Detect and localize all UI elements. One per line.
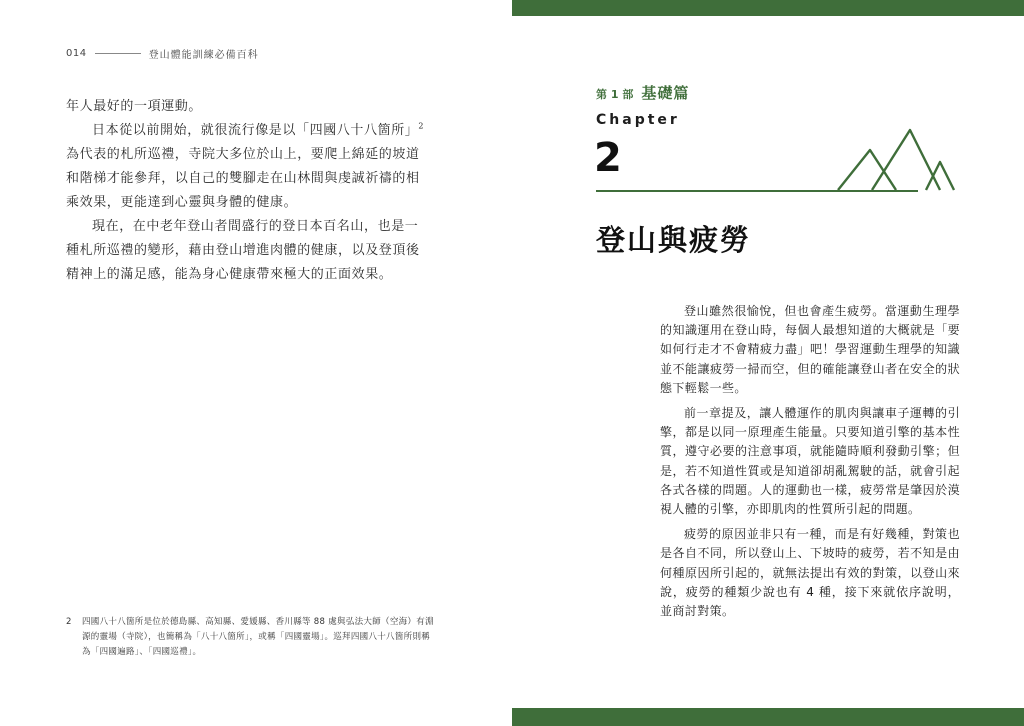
chapter-rule: [596, 190, 918, 192]
left-body-text: [66, 95, 426, 287]
part-title: 基礎篇: [641, 84, 690, 102]
paragraph: 年人最好的一項運動。: [66, 99, 203, 114]
left-page: [0, 0, 510, 726]
right-page: [512, 0, 1024, 726]
footnote: [66, 615, 436, 660]
chapter-number: 2: [594, 135, 622, 181]
part-number: 第 1 部: [596, 88, 634, 101]
page-number: 014: [66, 48, 87, 59]
paragraph-text: 日本從以前開始，就很流行像是以「四國八十八箇所」: [92, 123, 419, 138]
part-heading: [596, 82, 689, 103]
running-head: [66, 46, 259, 61]
paragraph: [66, 119, 426, 215]
book-title: 登山體能訓練必備百科: [148, 50, 259, 61]
bottom-color-bar: [512, 708, 1024, 726]
running-head-rule: [95, 53, 141, 54]
top-color-bar: [512, 0, 1024, 16]
paragraph-text: 為代表的札所巡禮，寺院大多位於山上，要爬上綿延的坡道和階梯才能參拜，以自己的雙腳走在山林間與虔誠祈禱的相乘效果，更能達到心靈與身體的健康。: [66, 147, 420, 210]
mountains-icon: [836, 128, 956, 192]
footnote-number: 2: [66, 617, 72, 627]
footnote-text: 四國八十八箇所是位於德島縣、高知縣、愛媛縣、香川縣等 88 處與弘法大師（空海）有淵源的靈場（寺院），也簡稱為「八十八箇所」，或稱「四國靈場」。巡拜四國八十八箇所則稱為「四國遍路」、「四國巡禮」。: [82, 617, 434, 657]
right-body-text: [660, 302, 960, 627]
paragraph: 前一章提及，讓人體運作的肌肉與讓車子運轉的引擎，都是以同一原理產生能量。只要知道引擎的基本性質，遵守必要的注意事項，就能隨時順利發動引擎；但是，若不知道性質或是知道卻胡亂駕駛的話，就會引起各式各樣的問題。人的運動也一樣，疲勞常是肇因於漠視人體的引擎，亦即肌肉的性質所引起的問題。: [660, 406, 960, 517]
paragraph: 疲勞的原因並非只有一種，而是有好幾種，對策也是各自不同，所以登山上、下坡時的疲勞，若不知是由何種原因所引起的，就無法提出有效的對策，以登山來說，疲勞的種類少說也有 4 種，接下來就依序說明，並商討對策。: [660, 527, 960, 619]
chapter-label: Chapter: [596, 112, 680, 128]
chapter-title: 登山與疲勞: [596, 223, 752, 257]
paragraph: 登山雖然很愉悅，但也會產生疲勞。當運動生理學的知識運用在登山時，每個人最想知道的大概就是「要如何行走才不會精疲力盡」吧！學習運動生理學的知識並不能讓疲勞一掃而空，但的確能讓登山者在安全的狀態下輕鬆一些。: [660, 304, 960, 395]
paragraph: 現在，在中老年登山者間盛行的登日本百名山，也是一種札所巡禮的變形，藉由登山增進肉體的健康，以及登頂後精神上的滿足感，能為身心健康帶來極大的正面效果。: [66, 219, 420, 282]
footnote-marker: 2: [418, 121, 425, 131]
